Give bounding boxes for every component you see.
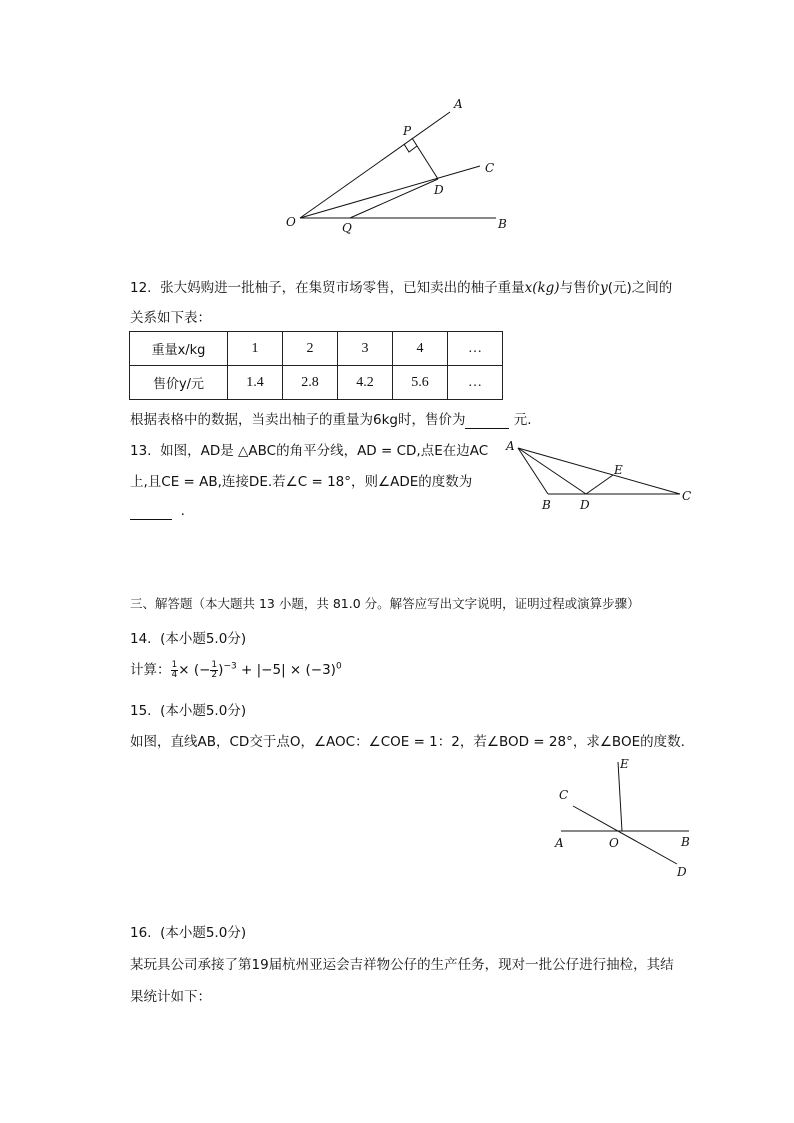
q12-answer-line	[130, 408, 532, 429]
angle-bisector-figure	[270, 90, 530, 240]
label-E: E	[614, 463, 623, 477]
q12-after-a: 根据表格中的数据，当卖出柚子的重量为6kg时，售价为	[130, 412, 466, 428]
right-angle-mark	[404, 144, 417, 152]
q13-text-1: 如图，AD是 △ABC的角平分线，AD = CD,点E在边AC	[160, 443, 489, 459]
q13-end: .	[180, 503, 185, 519]
label-B: B	[498, 217, 507, 231]
segment-AD	[518, 448, 586, 494]
q14-paren-close: )	[218, 662, 224, 678]
label-B: B	[681, 835, 690, 849]
q12-var-x: x(kg)	[524, 280, 560, 296]
q12-line1	[130, 276, 672, 296]
q12-text-a: 张大妈购进一批柚子，在集贸市场零售，已知卖出的柚子重量	[160, 280, 525, 296]
q15-score: (本小题5.0分)	[160, 703, 247, 719]
ray-OC	[300, 166, 480, 218]
q14-rest: + |−5| × (−3)	[241, 662, 336, 678]
table-cell: 5.6	[393, 366, 448, 400]
fraction-one-quarter: $\frac{1}{4}$	[171, 659, 178, 680]
q16-header	[130, 921, 246, 941]
table-cell: …	[448, 332, 503, 366]
label-A: A	[555, 836, 564, 850]
q14-prefix: 计算：	[130, 662, 171, 678]
q14-score: (本小题5.0分)	[160, 631, 247, 647]
segment-DE	[586, 475, 613, 494]
answer-blank[interactable]	[130, 503, 172, 520]
label-O: O	[609, 836, 619, 850]
q15-number: 15.	[130, 703, 152, 719]
section3-title: 三、解答题（本大题共 13 小题，共 81.0 分。解答应写出文字说明，证明过程或演算步骤）	[130, 596, 640, 611]
table-row	[130, 332, 503, 366]
q15-header	[130, 699, 246, 719]
label-D: D	[580, 498, 590, 512]
label-C: C	[485, 161, 495, 175]
q14-times1: × (−	[178, 662, 211, 678]
table-cell: …	[448, 366, 503, 400]
table-cell: 4	[393, 332, 448, 366]
label-B: B	[542, 498, 551, 512]
q14-expression	[130, 658, 342, 680]
label-D: D	[434, 183, 444, 197]
q15-text: 如图，直线AB，CD交于点O，∠AOC：∠COE = 1：2，若∠BOD = 28°，求∠BOE的度数.	[130, 734, 685, 750]
line-CD	[573, 806, 677, 864]
q13-line1	[130, 439, 488, 459]
ray-OE	[618, 762, 622, 831]
label-E: E	[620, 757, 629, 771]
q13-number: 13.	[130, 443, 152, 459]
q14-exponent-2: 0	[335, 661, 342, 672]
table-cell: 1	[228, 332, 283, 366]
q12-after-b: 元.	[513, 412, 532, 428]
q16-line2: 果统计如下：	[130, 989, 211, 1005]
triangle-figure	[500, 436, 700, 516]
label-O: O	[286, 215, 296, 229]
table-header-weight: 重量x/kg	[130, 332, 228, 366]
q12-number: 12.	[130, 280, 152, 296]
label-D: D	[677, 865, 687, 879]
table-cell: 1.4	[228, 366, 283, 400]
label-Q: Q	[342, 221, 352, 235]
label-C: C	[559, 788, 569, 802]
label-A: A	[506, 439, 515, 453]
q13-line2: 上,且CE = AB,连接DE.若∠C = 18°，则∠ADE的度数为	[130, 474, 473, 490]
q13-line3	[130, 503, 185, 520]
intersecting-lines-figure	[545, 752, 705, 882]
table-cell: 4.2	[338, 366, 393, 400]
segment-PD	[412, 138, 438, 179]
ray-OA	[300, 112, 450, 218]
table-cell: 2.8	[283, 366, 338, 400]
q12-var-y: y	[600, 280, 608, 296]
side-AC	[518, 448, 680, 494]
q16-number: 16.	[130, 925, 152, 941]
table-cell: 2	[283, 332, 338, 366]
table-cell: 3	[338, 332, 393, 366]
fraction-one-half: $\frac{1}{2}$	[211, 659, 218, 680]
label-A: A	[454, 97, 463, 111]
q12-text-c: (元)之间的	[607, 280, 673, 296]
q12-text-b: 与售价	[559, 280, 601, 296]
table-header-price: 售价y/元	[130, 366, 228, 400]
q14-number: 14.	[130, 631, 152, 647]
q16-score: (本小题5.0分)	[160, 925, 247, 941]
q16-line1: 某玩具公司承接了第19届杭州亚运会吉祥物公仔的生产任务，现对一批公仔进行抽检，其结	[130, 957, 674, 973]
label-C: C	[682, 489, 692, 503]
weight-price-table	[129, 331, 503, 400]
q14-header	[130, 627, 246, 647]
table-row	[130, 366, 503, 400]
answer-blank[interactable]	[465, 412, 509, 429]
label-P: P	[403, 124, 412, 138]
q14-exponent-1: −3	[223, 661, 237, 672]
q12-line2: 关系如下表：	[130, 310, 211, 326]
segment-QD	[350, 179, 438, 218]
